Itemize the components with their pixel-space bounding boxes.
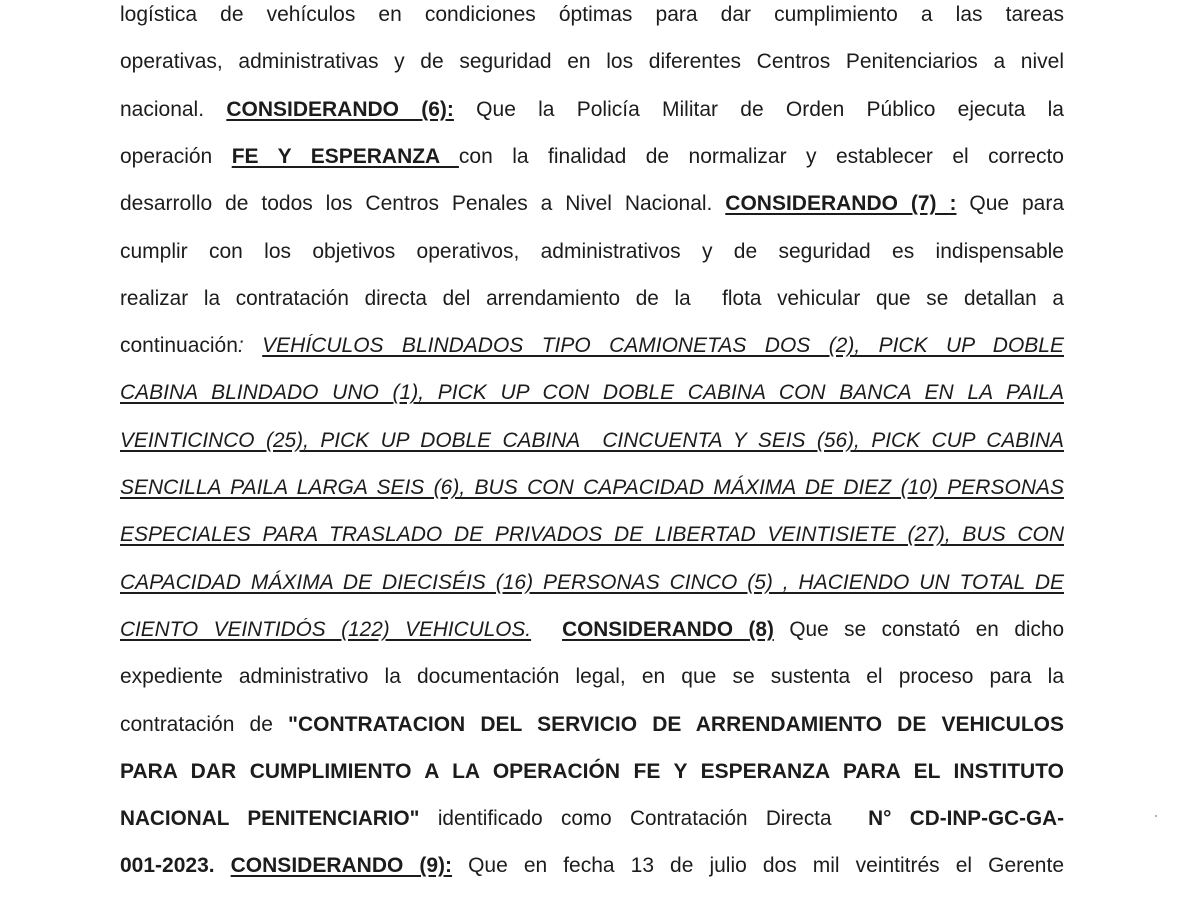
body-text: Que para bbox=[956, 192, 1064, 216]
text-line-content bbox=[120, 142, 1064, 172]
underlined-heading: CONSIDERANDO (8) bbox=[562, 617, 774, 641]
text-line bbox=[120, 331, 1064, 361]
body-text: nacional. bbox=[120, 97, 227, 121]
text-line-content bbox=[120, 0, 1064, 30]
text-line-content bbox=[120, 710, 1064, 740]
text-line-content bbox=[120, 804, 1064, 834]
vehicle-list-text: SENCILLA PAILA LARGA SEIS (6), BUS CON CAPACIDAD MÁXIMA DE DIEZ (10) PERSONAS bbox=[120, 476, 1064, 499]
text-line-content bbox=[120, 473, 1064, 503]
body-text: realizar la contratación directa del arrendamiento de la flota vehicular que se detallan a bbox=[120, 286, 1064, 310]
body-text: identificado como Contratación Directa bbox=[419, 807, 869, 831]
vehicle-list-text: VEHÍCULOS BLINDADOS TIPO CAMIONETAS DOS (2), PICK UP DOBLE bbox=[262, 334, 1064, 358]
text-line-content bbox=[120, 615, 1064, 645]
vehicle-list-text: CIENTO VEINTIDÓS (122) VEHICULOS. bbox=[120, 617, 532, 641]
text-line bbox=[120, 568, 1064, 598]
body-text: desarrollo de todos los Centros Penales a Nivel Nacional. bbox=[120, 192, 726, 216]
bold-text: NACIONAL PENITENCIARIO" bbox=[120, 807, 420, 831]
text-line-content bbox=[120, 757, 1064, 787]
text-line-content bbox=[120, 237, 1064, 267]
text-line-content bbox=[120, 426, 1064, 456]
text-line-content bbox=[120, 331, 1064, 361]
text-line bbox=[120, 95, 1064, 125]
text-line bbox=[120, 615, 1074, 645]
body-text: Que en fecha 13 de julio dos mil veintitrés el Gerente bbox=[452, 854, 1064, 878]
text-line bbox=[120, 710, 1064, 740]
body-text: Que se constató en dicho bbox=[773, 617, 1064, 641]
body-text: operación bbox=[120, 144, 232, 168]
text-line bbox=[120, 473, 1064, 503]
bold-text: PARA DAR CUMPLIMIENTO A LA OPERACIÓN FE Y ESPERANZA PARA EL INSTITUTO bbox=[120, 759, 1064, 783]
body-text: : bbox=[237, 334, 263, 358]
body-text: continuación bbox=[120, 334, 238, 358]
text-line bbox=[120, 142, 1064, 172]
body-text: con la finalidad de normalizar y establecer el correcto bbox=[458, 144, 1064, 168]
text-line-content bbox=[120, 189, 1064, 219]
text-line-content bbox=[120, 520, 1064, 550]
vehicle-list-text: CABINA BLINDADO UNO (1), PICK UP CON DOBLE CABINA CON BANCA EN LA PAILA bbox=[120, 381, 1064, 405]
text-line bbox=[120, 520, 1064, 550]
text-line bbox=[120, 47, 1064, 77]
underlined-heading: CONSIDERANDO (6): bbox=[226, 97, 454, 121]
text-line bbox=[120, 284, 1074, 314]
body-text: cumplir con los objetivos operativos, administrativos y de seguridad es indispensable bbox=[120, 239, 1064, 263]
text-line bbox=[120, 662, 1064, 692]
text-line bbox=[120, 189, 1064, 219]
scan-speck bbox=[1155, 815, 1157, 817]
body-text: Que la Policía Militar de Orden Público ejecuta la bbox=[453, 97, 1064, 121]
bold-text: "CONTRATACION DEL SERVICIO DE ARRENDAMIENTO DE VEHICULOS bbox=[288, 712, 1064, 736]
body-text: expediente administrativo la documentación legal, en que se sustenta el proceso para la bbox=[120, 665, 1064, 689]
text-line bbox=[120, 426, 1070, 456]
text-line-content bbox=[120, 95, 1064, 125]
vehicle-list-text: CAPACIDAD MÁXIMA DE DIECISÉIS (16) PERSONAS CINCO (5) , HACIENDO UN TOTAL DE bbox=[120, 570, 1064, 594]
text-line bbox=[120, 851, 1064, 881]
bold-text: N° CD-INP-GC-GA- bbox=[868, 807, 1064, 831]
body-text: contratación de bbox=[120, 712, 289, 736]
underlined-heading: CONSIDERANDO (7) : bbox=[725, 192, 957, 216]
text-line-content bbox=[120, 284, 1064, 314]
body-text bbox=[531, 618, 562, 641]
underlined-heading: CONSIDERANDO (9): bbox=[230, 854, 453, 878]
bold-text: 001-2023. bbox=[120, 854, 231, 878]
text-line-content bbox=[120, 47, 1064, 77]
text-line bbox=[120, 0, 1064, 30]
text-line-content bbox=[120, 851, 1064, 881]
text-line bbox=[120, 757, 1064, 787]
text-line-content bbox=[120, 378, 1064, 408]
underlined-heading: FE Y ESPERANZA bbox=[231, 144, 459, 168]
text-line bbox=[120, 378, 1064, 408]
text-line-content bbox=[120, 568, 1064, 598]
body-text: logística de vehículos en condiciones óptimas para dar cumplimiento a las tareas bbox=[120, 3, 1064, 26]
text-line-content bbox=[120, 662, 1064, 692]
text-line bbox=[120, 804, 1077, 834]
body-text: operativas, administrativas y de seguridad en los diferentes Centros Penitenciarios a nivel bbox=[120, 50, 1064, 74]
text-line bbox=[120, 237, 1064, 267]
vehicle-list-text: ESPECIALES PARA TRASLADO DE PRIVADOS DE LIBERTAD VEINTISIETE (27), BUS CON bbox=[120, 523, 1064, 547]
vehicle-list-text: VEINTICINCO (25), PICK UP DOBLE CABINA CINCUENTA Y SEIS (56), PICK CUP CABINA bbox=[120, 428, 1064, 452]
